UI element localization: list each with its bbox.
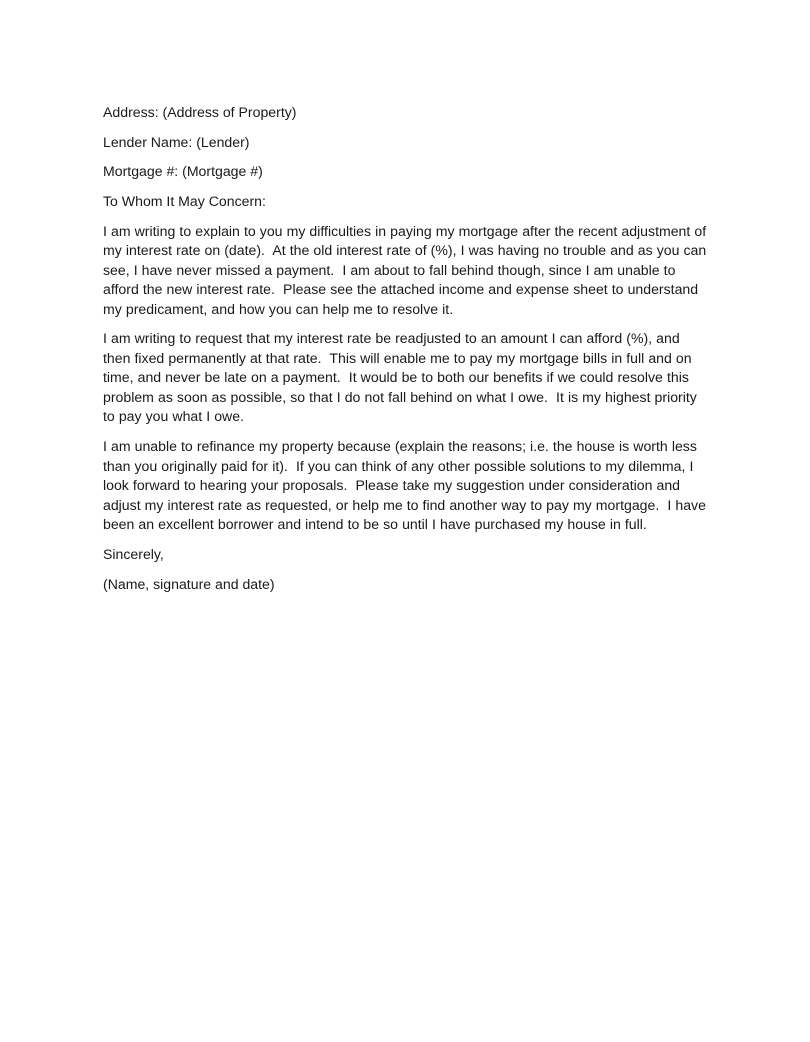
body-paragraph-1: I am writing to explain to you my difficulties in paying my mortgage after the recent adjustment of my interest rate on (date). At the old interest rate of (%), I was having no trouble and as you can see, I have never missed a payment. I am about to fall behind though, since I am unable to afford the new interest rate. Please see the attached income and expense sheet to understand my predicament, and how you can help me to resolve it.	[103, 222, 711, 317]
heading-line-lender-name: Lender Name: (Lender)	[103, 133, 250, 150]
body-paragraph-3: I am unable to refinance my property because (explain the reasons; i.e. the house is worth less than you originally paid for it). If you can think of any other possible solutions to my dilemma, I look forward to hearing your proposals. Please take my suggestion under consideration and adjust my interest rate as requested, or help me to find another way to pay my mortgage. I have been an excellent borrower and intend to be so until I have purchased my house in full.	[103, 438, 711, 533]
heading-line-mortgage-number: Mortgage #: (Mortgage #)	[103, 163, 263, 180]
heading-line-address: Address: (Address of Property)	[103, 104, 297, 120]
closing-salutation: Sincerely,	[103, 545, 164, 562]
body-paragraph-2: I am writing to request that my interest rate be readjusted to an amount I can afford (%), and then fixed permanently at that rate. This will enable me to pay my mortgage bills in full and on time, and never be late on a payment. It would be to both our benefits if we could resolve this problem as soon as possible, so that I do not fall behind on what I owe. It is my highest priority to pay you what I owe.	[103, 330, 701, 425]
signature-placeholder: (Name, signature and date)	[103, 575, 275, 592]
salutation: To Whom It May Concern:	[103, 193, 266, 210]
letter-body	[103, 103, 711, 594]
